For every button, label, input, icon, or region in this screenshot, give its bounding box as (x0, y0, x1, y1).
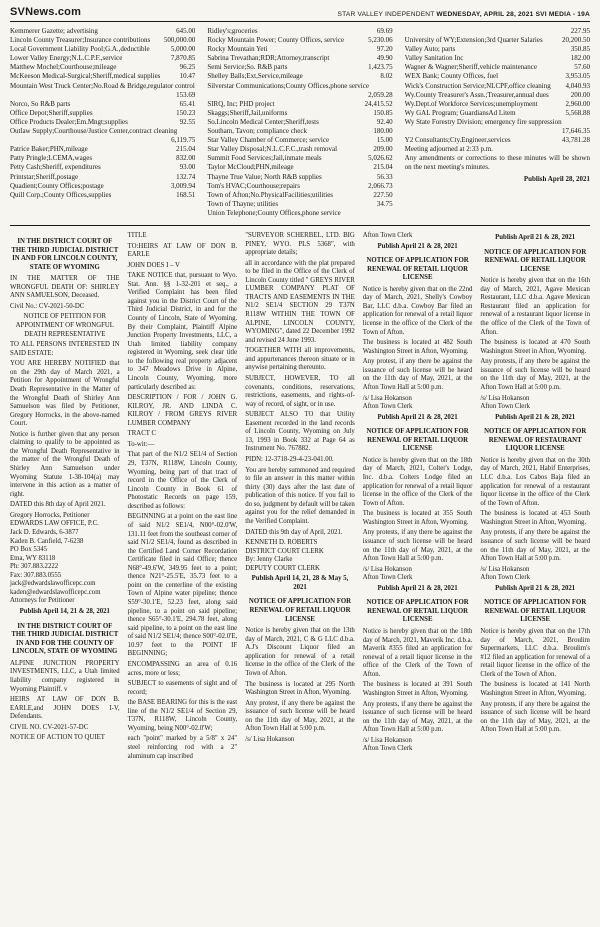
expense-desc: Petty Cash;Sheriff, expenditures (10, 163, 101, 172)
expense-desc: Ridley's;groceries (207, 27, 258, 35)
expense-desc: Shelley Balls;Ext,Service,mileage (207, 72, 303, 81)
expense-row (10, 127, 195, 145)
expense-amount: 10.47 (179, 72, 196, 81)
expense-desc: Kemmerer Gazette; advertising (10, 27, 98, 35)
notice-line: kaden@edwardslawofficepc.com (10, 588, 101, 596)
expense-row (10, 45, 195, 54)
expense-row (207, 209, 392, 218)
expense-row (10, 100, 195, 109)
expense-row (207, 109, 392, 118)
expense-amount: 5,230.06 (368, 36, 393, 45)
expense-desc: Silverstar Communications;County Offices,phone service (207, 81, 369, 90)
site-name: SVNews.com (10, 6, 82, 18)
expense-amount: 215.04 (176, 145, 196, 154)
expense-row (405, 36, 590, 45)
notice-paragraph: Notice is hereby given that on the 18th day of March, 2021, Colter's Lodge, Inc. d.b.a. Colters Lodge filed an application for renewal of a retail liquor license in the office of the Clerk of the Town of Afton. (362, 456, 473, 507)
notice-line: Ph: 307.883.2222 (10, 563, 59, 571)
notice-paragraph: You are hereby summoned and required to file an answer in this matter within thirty (30) days after the last date of publication of this notice. If you fail to do so, judgment by default will be taken against you for the relief demanded in the Verified Complaint. (245, 466, 355, 525)
notice-line: Gregory Horrocks, Petitioner (10, 511, 90, 519)
expense-amount: 182.00 (570, 54, 590, 63)
expense-amount: 4,040.93 (565, 81, 590, 90)
expense-amount: 49.90 (376, 54, 393, 63)
expense-desc: Tom's HVAC;Courthouse;repairs (207, 181, 300, 190)
masthead (10, 6, 590, 22)
notice-line: /s/ Lisa Hokanson (362, 394, 412, 402)
notice-title: NOTICE OF APPLICATION FOR RENEWAL OF RETAIL LIQUOR LICENSE (366, 428, 469, 453)
notice-line: Kaden B. Canfield, 7-6238 (10, 537, 84, 545)
expense-amount: 153.69 (176, 90, 196, 99)
notice-paragraph: NOTICE OF ACTION TO QUIET (10, 734, 105, 742)
expense-row (207, 163, 392, 172)
expense-desc: Thayne True Value; North R&B supplies (207, 172, 322, 181)
expense-column (10, 27, 195, 218)
expense-row (405, 91, 590, 100)
expense-amount: 93.00 (179, 163, 196, 172)
expense-desc: Norco, So R&B parts (10, 99, 71, 108)
expense-desc: Lincoln County Treasurer;Insurance contributions (10, 36, 151, 45)
expense-desc: Valley Auto; parts (404, 45, 456, 54)
notice-line: /s/ Lisa Hokanson (480, 565, 530, 573)
expense-amount: 5,026.62 (368, 154, 393, 163)
notice-line: Afton Town Clerk (362, 574, 413, 582)
expense-desc: Union Telephone;County Offices,phone service (207, 208, 341, 217)
notice-line: DEPUTY COURT CLERK (245, 564, 320, 572)
expense-desc: Town of Thayne; utilities (207, 199, 279, 208)
notice-paragraph: Notice is hereby given that on the 30th day of March, 2021, Habif Enterprises, LLC d.b.a. Los Cabos Baja filed an application for renewal of a restaurant liquor license in the office of the Clerk of the Town of Afton. (480, 456, 590, 507)
notice-paragraph: HEIRS AT LAW OF DON B. EARLE,and JOHN DOES I-V, Defendants. (10, 696, 120, 721)
notice-lines (363, 737, 473, 754)
expense-row (10, 182, 195, 191)
expense-desc: Taylor McCloud;PHN,mileage (207, 163, 294, 172)
expense-amount: 96.25 (179, 63, 196, 72)
expense-amount: 24,415.52 (364, 99, 393, 108)
publish-line: Publish April 21 & 28, 2021 (495, 233, 576, 241)
notice-paragraph: The business is located at 355 South Washington Street in Afton, Wyoming. (362, 510, 473, 526)
notice-lines (245, 539, 355, 573)
notice-paragraph: TO ALL PERSONS INTERESTED IN SAID ESTATE: (10, 341, 120, 357)
notice-paragraph: all in accordance with the plat prepared to be filed in the Office of the Clerk of Lincoln County titled " GREYS RIVER LUMBER COMPANY PLAT OF TRACTS AND EASEMENTS IN THE N1/2 SE1/4 SECTION 29 T37N R118W WITHIN THE TOWN OF ALPINE, LINCOLN COUNTY, WYOMING", dated 22 December 1992 and revised 24 June 1993. (245, 259, 355, 344)
expense-amount: 150.85 (373, 108, 393, 117)
notice-lines (245, 736, 355, 745)
notice-lines (363, 566, 473, 583)
notice-paragraph: Notice is hereby given that on the 22nd day of March, 2021, Shelly's Cowboy Bar, LLC d.b.a. Cowboy Bar filed an application for renewal of a retail liquor license in the office of the Clerk of the Town of Afton. (362, 285, 473, 336)
expense-row (405, 145, 590, 154)
notice-paragraph: TAKE NOTICE that, pursuant to Wyo. Stat. Ann. §§ 1-32-201 et seq., a Verified Complaint has been filed against you in the District Court of the Third Judicial District, in and for the County of Lincoln, State of Wyoming. By their Complaint, Plaintiff Alpine Junction Property Investments, LLC, a Utah limited liability company registered in Wyoming, seek clear title to the following real property adjacent to 347 Meadows Drive in Alpine, Lincoln County, Wyoming, more particularly described as: (127, 272, 238, 391)
expense-desc: Printstar;Sheriff,postage (10, 172, 79, 181)
notice-paragraph: ALPINE JUNCTION PROPERTY INVESTMENTS, LLC, a Utah limited liability company registered in Wyoming Plaintiff. v (10, 659, 120, 693)
expense-row (10, 163, 195, 172)
notice-paragraph: Notice is hereby given that on the 17th day of March, 2021, Broulim Supermarkets, LLC d.b.a. Broulim's #12 filed an application for renewal of a retail liquor license in the office of the Clerk of the Town of Afton. (480, 628, 590, 678)
expense-row (207, 182, 392, 191)
expense-row (207, 45, 392, 54)
expense-desc: Any amendments or corrections to these minutes will be shown on the next meeting's minutes. (404, 154, 590, 172)
expense-amount: 3,953.05 (565, 72, 590, 81)
expense-row (10, 82, 195, 100)
expense-desc: McKeeson Medical-Surgical;Sheriff,medical supplies (10, 72, 161, 81)
notice-title: NOTICE OF APPLICATION FOR RENEWAL OF RETAIL LIQUOR LICENSE (248, 598, 352, 623)
expense-desc: Wy.Dept.of Workforce Services;unemployment (404, 99, 538, 108)
notice-paragraph: The business is located at 470 South Washington Street in Afton, Wyoming. (480, 339, 590, 355)
notice-paragraph: IN THE MATTER OF THE WRONGFUL DEATH OF: SHIRLEY ANN SAMUELSON, Deceased. (10, 275, 120, 300)
expense-row (10, 118, 195, 127)
expense-amount: 65.41 (179, 99, 196, 108)
expense-desc: Rocky Mountain Power; County Offices, service (207, 36, 345, 45)
notice-lines (10, 512, 120, 606)
expense-desc: Patrice Baker;PHN,mileage (10, 145, 88, 154)
expense-desc: Office Products Dealer;Em.Mngt;supplies (10, 117, 128, 126)
expense-amount: 56.33 (376, 172, 393, 181)
expense-row (405, 72, 590, 81)
notice-paragraph: The business is located at 391 South Washington Street in Afton, Wyoming. (362, 681, 473, 697)
expense-row (207, 118, 392, 127)
notice-line: Jack D. Edwards, 6-3877 (10, 528, 79, 536)
notice-column (10, 232, 120, 763)
notice-line: DISTRICT COURT CLERK (245, 547, 324, 555)
notice-line: Afton Town Clerk (362, 745, 413, 753)
expense-amount: 2,960.00 (565, 99, 590, 108)
notice-line: Afton Town Clerk (480, 574, 530, 582)
expense-desc: Wy State Forestry Division; emergency fire suppression (404, 117, 562, 126)
notice-paragraph: YOU ARE HEREBY NOTIFIED that on the 29th day of March 2021, a Petition for Appointment of Wrongful Death Representative in the Matter of the Wrongful Death of Shirley Ann Samuelson was filed by Petitioner, Gregory Horrocks, in the above-named Court. (10, 360, 120, 428)
expense-amount: 20,200.50 (561, 36, 590, 45)
expense-desc: Local Government Liability Pool;G.A.,deductible (10, 45, 150, 54)
expense-desc: So.Lincoln Medical Center;Sheriff,tests (207, 117, 319, 126)
notice-paragraph: DATED this 9th day of April, 2021. (245, 528, 343, 536)
notice-paragraph: Any protests, if any there be against the issuance of such license will be heard on the 11th day of May, 2021, at the Afton Town Hall at 5:00 p.m. (362, 700, 473, 734)
expense-desc: Star Valley Disposal;N.L.C.F.C.,trash removal (207, 145, 338, 154)
expense-row (207, 100, 392, 109)
expense-amount: 227.50 (373, 190, 393, 199)
expense-desc: Star Valley Chamber of Commerce; service (207, 136, 330, 145)
expense-row (10, 54, 195, 63)
expense-row (207, 173, 392, 182)
expense-row (405, 27, 590, 36)
publish-line: Publish April 21 & 28, 2021 (495, 413, 576, 421)
expense-amount: 6,119.75 (171, 136, 196, 145)
expense-desc: Matthew Mochel;Courthouse;mileage (10, 63, 117, 72)
notice-paragraph: PIDN: 12-3718-29-4-23-041.00. (245, 456, 334, 464)
expense-desc: SIRQ, Inc; PHD project (207, 99, 275, 108)
notice-paragraph: To-wit:— (127, 440, 155, 448)
notice-paragraph: Any protests, if any there be against the issuance of such license will be heard on the 11th day of May, 2021, at the Afton Town Hall at 5:00 p.m. (480, 700, 590, 734)
notice-title: NOTICE OF APPLICATION FOR RENEWAL OF RETAIL LIQUOR LICENSE (484, 599, 587, 624)
expense-amount: 168.51 (176, 190, 196, 199)
publish-line: Publish April 21 & 28, 2021 (377, 242, 458, 250)
expense-desc: Quill Corp.;County Offices,supplies (10, 190, 112, 199)
expense-desc: Quadient;County Offices;postage (10, 181, 104, 190)
notice-title: NOTICE OF APPLICATION FOR RENEWAL OF RETAIL LIQUOR LICENSE (366, 257, 469, 282)
expense-amount: 832.00 (176, 154, 196, 163)
notice-paragraph: Any protest, if any there be against the issuance of such license will be heard on the 11th day of May, 2021, at the Afton Town Hall at 5:00 p.m. (362, 358, 473, 391)
expense-desc: Rocky Mountain Yeti (207, 45, 268, 54)
expense-row (405, 100, 590, 109)
expense-row (10, 109, 195, 118)
expense-amount: 34.75 (376, 199, 393, 208)
notice-paragraph: each "point" marked by a 5/8" x 24" steel reinforcing rod with a 2" aluminum cap inscribed (127, 735, 238, 760)
expense-desc: Summit Food Services;Jail,inmate meals (207, 154, 322, 163)
expense-desc: Office Depot;Sheriff,supplies (10, 108, 93, 117)
expense-amount: 2,059.28 (368, 90, 393, 99)
page-number: SVI MEDIA - 19A (535, 11, 590, 18)
expense-desc: Southam, Tavon; compliance check (207, 127, 308, 136)
expense-row (10, 72, 195, 81)
expense-row (207, 72, 392, 81)
expense-amount: 8.02 (380, 72, 393, 81)
expense-amount: 7,870.85 (170, 54, 196, 63)
notice-line: EDWARDS LAW OFFICE, P.C. (10, 520, 99, 528)
notice-paragraph: TITLE (127, 231, 147, 239)
notice-column (480, 232, 590, 763)
expense-amount: 15.00 (376, 136, 393, 145)
expense-row (207, 191, 392, 200)
expense-desc: Meeting adjourned at 2:33 p.m. (404, 145, 493, 154)
notice-paragraph: The business is located at 141 North Washington Street in Afton, Wyoming. (480, 681, 590, 697)
notice-paragraph: Notice is hereby given that on the 16th day of March, 2021, Agave Mexican Restaurant, LLC d.b.a. Agave Mexican Restaurant filed an application for renewal of a restaurant liquor license in the office of the Clerk of the Town of Afton. (480, 277, 590, 336)
expense-row (405, 54, 590, 63)
notice-line: Etna, WY 83118 (10, 554, 56, 562)
publish-line: Publish April 21 & 28, 2021 (495, 584, 576, 592)
expense-row (405, 154, 590, 172)
expense-column (405, 27, 590, 218)
notice-title: IN THE DISTRICT COURT OF THE THIRD JUDICIAL DISTRICT IN AND FOR THE COUNTY OF LINCOLN, STATE OF WYOMING (11, 622, 119, 656)
expense-desc: University of WY;Extension;3rd Quarter Salaries (404, 36, 543, 45)
notice-paragraph: Notice is further given that any person claiming to qualify to be appointed as the Wrongful Death Representative in the matter of the Wrongful Death of Shirley Ann Samuelson under Wyoming Statute 1-38-104(a) may intervene in this action as a matter of right. (10, 430, 120, 498)
expense-desc: Outlaw Supply;Courthouse/Justice Center,contract cleaning (10, 127, 178, 136)
expense-column (207, 27, 392, 218)
notice-paragraph: The business is located at 453 South Washington Street in Afton, Wyoming. (480, 510, 590, 526)
notice-lines (480, 566, 590, 583)
notice-paragraph: The business is located at 482 South Washington Street in Afton, Wyoming. (362, 339, 473, 355)
notice-line: /s/ Lisa Hokanson (362, 736, 412, 744)
notice-line: Afton Town Clerk (362, 403, 413, 411)
expense-amount: 132.74 (176, 172, 196, 181)
notice-paragraph: TOGETHER WITH all improvements, and appurtenances thereon situate or in anywise pertaining thereunto. (245, 347, 355, 372)
expense-amount: 227.95 (570, 27, 590, 35)
notice-line: Afton Town Clerk (480, 403, 530, 411)
publish-line: Publish April 21 & 28, 2021 (377, 413, 458, 421)
notice-paragraph: SUBJECT ALSO TO that Utility Easement recorded in the land records of Lincoln County, Wyoming on July 13, 1993 in Book 332 at Page 64 as Instrument No. 767882. (245, 411, 355, 453)
notice-paragraph: Any protests, if any there be against the issuance of such license will be heard on the 11th day of May, 2021, at the Afton Town Hall at 5:00 p.m. (480, 358, 590, 391)
expense-row (207, 136, 392, 145)
expense-amount: 150.23 (176, 108, 196, 117)
expense-row (10, 173, 195, 182)
expense-row (405, 82, 590, 91)
expense-amount: 97.20 (376, 45, 393, 54)
expense-desc: Wy GAL Program; GuardiansAd Litem (404, 108, 516, 117)
notice-column (363, 232, 473, 763)
expense-row (10, 63, 195, 72)
expense-row (207, 27, 392, 36)
notice-paragraph: CIVIL NO. CV-2021-57-DC (10, 723, 89, 731)
expense-desc: Town of Afton;No.PhysicalFacilities;utilities (207, 190, 334, 199)
expense-amount: 69.69 (376, 27, 393, 35)
notice-paragraph: Civil No.: CV-2021-50-DC (10, 302, 85, 310)
notice-subtitle: NOTICE OF PETITION FOR APPOINTMENT OF WRONGFUL DEATH REPRESENTATIVE (15, 313, 114, 338)
expense-amount: 209.00 (373, 145, 393, 154)
notice-paragraph: BEGINNING at a point on the east line of said N1/2 SE1/4, N00°-02.0'W, 131.11 feet from the southeast corner of said N1/2 SE1/4, found as described in the Certified Land Corner Recordation Certificate filed in said Office; thence N68°-49.6'W, 349.95 feet to a point; thence N21°-25.5'E, 35.73 feet to a point on the centerline of the existing Town of Alpine water pipeline; thence S59°-30.1'E, 52.23 feet, along said pipeline, to a point on said pipeline; thence S65°-30.1'E, 294.78 feet, along said pipeline, to a point on the east line of said N1/2 SE1/4; thence S00°-02.0'E, 10.97 feet to the POINT IF BEGINNING; (127, 513, 238, 658)
expense-row (207, 63, 392, 72)
expense-amount: 180.00 (373, 127, 393, 136)
notice-paragraph: Notice is hereby given that on the 18th day of March, 2021, Maverik Inc. d.b.a. Maverik #355 filed an application for renewal of a retail liquor license in the office of the Clerk of the Town of Afton. (362, 628, 473, 678)
expense-row (207, 154, 392, 163)
expense-row (207, 200, 392, 209)
expense-amount: 3,009.94 (170, 181, 196, 190)
expense-row (207, 127, 392, 136)
expense-desc: Skaggs;Sheriff,Jail,uniforms (207, 108, 288, 117)
expense-row (207, 145, 392, 154)
expense-desc: Lower Valley Energy;N.L.C.P.F.,service (10, 54, 123, 63)
expense-desc: Semi Service;So. R&B parts (207, 63, 288, 72)
expense-row (207, 54, 392, 63)
expense-row (207, 36, 392, 45)
notice-lines (363, 232, 473, 241)
notice-paragraph: SUBJECT, HOWEVER, TO all covenants, conditions, reservations, restrictions, easements, and rights-of-way of record, of sight, or in use. (245, 374, 355, 408)
notice-paragraph: "SURVEYOR SCHERBEL, LTD. BIG PINEY, WYO. PLS 5368", with appropriate details; (245, 231, 355, 257)
expense-amount: 2,066.73 (368, 181, 393, 190)
notice-paragraph: That part of the N1/2 SE1/4 of Section 29, T37N, R118W, Lincoln County, Wyoming, being part of that tract of record in the Office of the Clerk of Lincoln County in Book 61 of Photostatic Records on page 159, described as follows: (127, 451, 238, 510)
publish-line (405, 175, 590, 184)
notice-paragraph: TO:HEIRS AT LAW OF DON B. EARLE (127, 242, 238, 259)
notice-paragraph: DESCRIPTION / FOR / JOHN G. KILROY, JR. AND LINDA C. KILROY / FROM GREYS RIVER LUMBER COMPANY (127, 394, 238, 427)
expense-row (10, 36, 195, 45)
notice-title: NOTICE OF APPLICATION FOR RENEWAL OF RETAIL LIQUOR LICENSE (366, 599, 469, 624)
notice-line: /s/ Lisa Hokanson (362, 565, 412, 573)
notice-paragraph: DATED this 8th day of April 2021. (10, 501, 106, 509)
notice-paragraph: JOHN DOES I – V (127, 261, 180, 269)
notice-line: Afton Town Clerk (362, 231, 413, 239)
notice-paragraph: The business is located at 295 North Washington Street in Afton, Wyoming. (245, 680, 355, 697)
publish-line: Publish April 21 & 28, 2021 (377, 584, 458, 592)
notice-paragraph: ENCOMPASSING an area of 0.16 acres, more or less; (127, 660, 238, 677)
expense-row (405, 136, 590, 145)
expenses-section (10, 22, 590, 226)
notice-line: PO Box 5345 (10, 546, 48, 554)
notice-paragraph: Notice is hereby given that on the 13th day of March, 2021, C & G LLC d.b.a. A.J's Discount Liquor filed an application for renewal of a retail license in the office of the Clerk of the Town of Afton. (245, 627, 355, 677)
notice-paragraph: Any protests, if any there be against the issuance of such license will be heard on the 11th day of May, 2021, at the Afton Town Hall at 5:00 p.m. (480, 529, 590, 563)
expense-desc: Wy.County Treasurer's Assn.;Treasurer,annual dues (404, 90, 549, 99)
expense-desc: Sabrina Trevathan;RDR;Attorney,transcript (207, 54, 330, 63)
expense-amount: 92.55 (179, 117, 196, 126)
expense-row (405, 45, 590, 54)
expense-desc: Y2 Consultants;Cty.Engineer,services (404, 136, 511, 145)
notice-lines (480, 395, 590, 412)
notice-paragraph: TRACT C (127, 430, 156, 438)
legal-notices-section (10, 226, 590, 763)
notice-paragraph: the BASE BEARING for this is the east line of the N1/2 SE1/4 of Section 29, T37N, R118W, Lincoln County, Wyoming, being N00°-02.0'W; (127, 699, 238, 732)
expense-row (10, 145, 195, 154)
notice-title: NOTICE OF APPLICATION FOR RENEWAL OF RESTAURANT LIQUOR LICENSE (484, 428, 587, 453)
notice-title: IN THE DISTRICT COURT OF THE THIRD JUDICIAL DISTRICT IN AND FOR LINCOLN COUNTY, STATE OF WYOMING (11, 237, 119, 271)
expense-row (405, 118, 590, 136)
notice-column (245, 232, 355, 763)
expense-amount: 92.40 (376, 117, 393, 126)
issue-date: WEDNESDAY, APRIL 28, 2021 (436, 11, 534, 18)
expense-amount: 500,000.00 (163, 36, 196, 45)
expense-row (207, 82, 392, 100)
notice-lines (363, 395, 473, 412)
expense-row (405, 63, 590, 72)
notice-line: Attorneys for Petitioner (10, 597, 75, 605)
expense-desc: Patty Pringle;LCEMA,wages (10, 154, 93, 163)
expense-amount: 215.04 (373, 163, 393, 172)
expense-row (10, 27, 195, 36)
publish-line: Publish April 14, 21 & 28, 2021 (19, 608, 110, 616)
expense-desc: Valley Sanitation Inc (404, 54, 464, 63)
notice-column (128, 232, 238, 763)
expense-amount: 5,568.88 (565, 108, 590, 117)
notice-line: jack@edwardslawofficepc.com (10, 580, 96, 588)
expense-amount: 1,423.75 (368, 63, 393, 72)
expense-desc: Wagner & Wagner;Sheriff,vehicle maintenance (404, 63, 537, 72)
expense-desc: WEX Bank; County Offices, fuel (404, 72, 499, 81)
notice-line: By: Jenny Clarke (245, 556, 293, 564)
expense-desc: Wick's Construction Service;NLCPF,office cleaning (404, 81, 551, 90)
notice-paragraph: Any protests, if any there be against the issuance of such license will be heard on the 11th day of May, 2021, at the Afton Town Hall at 5:00 p.m. (362, 529, 473, 563)
expense-amount: 57.60 (574, 63, 590, 72)
expense-row (405, 109, 590, 118)
notice-line: KENNETH D. ROBERTS (245, 539, 318, 547)
expense-amount: 200.00 (570, 90, 590, 99)
notice-line: /s/ Lisa Hokanson (480, 394, 530, 402)
notice-paragraph: Any protest, if any there be against the issuance of such license will be heard on the 11th day of May, 2021, at the Afton Town Hall at 5:00 p.m. (245, 699, 355, 733)
expense-amount: 645.00 (176, 27, 196, 35)
expense-row (10, 154, 195, 163)
expense-amount: 17,646.35 (561, 127, 590, 136)
expense-row (10, 191, 195, 200)
notice-paragraph: SUBJECT to easements of sight and of record; (127, 680, 238, 696)
expense-amount: 5,000.00 (170, 45, 196, 54)
paper-name: STAR VALLEY INDEPENDENT (337, 11, 435, 18)
expense-amount: 350.85 (570, 45, 590, 54)
expense-amount: 43,781.28 (561, 136, 590, 145)
notice-line: /s/ Lisa Hokanson (245, 735, 295, 743)
notice-title: NOTICE OF APPLICATION FOR RENEWAL OF RETAIL LIQUOR LICENSE (484, 248, 587, 273)
notice-line: Fax: 307.883.0555 (10, 571, 62, 579)
expense-desc: Mountain West Truck Center;No.Road & Bridge,regulator control (10, 81, 195, 90)
expense-desc: Publish April 28, 2021 (523, 174, 590, 183)
masthead-right (338, 11, 590, 18)
publish-line: Publish April 14, 21, 28 & May 5, 2021 (251, 575, 349, 591)
